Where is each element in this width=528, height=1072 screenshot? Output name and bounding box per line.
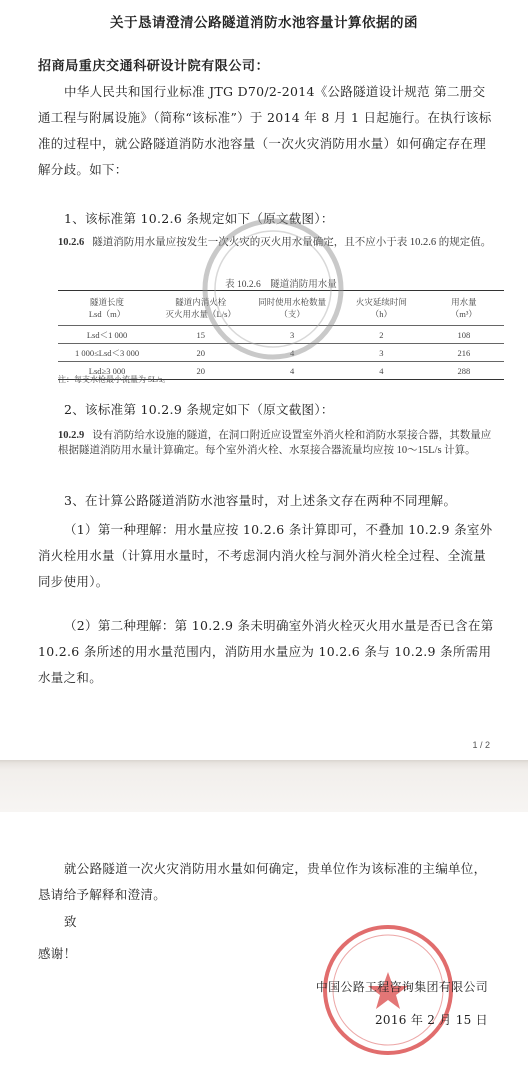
understanding-2: （2）第二种理解：第 10.2.9 条未明确室外消火栓灭火用水量是否已含在第 10.2.6 条所述的用水量范围内，消防用水量应为 10.2.6 条与 10.2.9 条所需用水量之和。 — [38, 618, 494, 685]
closing-thanks: 感谢！ — [38, 946, 77, 961]
intro-paragraph: 中华人民共和国行业标准 JTG D70/2-2014《公路隧道设计规范 第二册交通工程与附属设施》（简称“该标准”）于 2014 年 8 月 1 日起施行。在执行该标准的过程中，就公路隧道消防水池容量（一次火灾消防用水量）如何确定存在理解分歧。如下： — [38, 84, 492, 177]
excerpt-10-2-6-text: 10.2.6 隧道消防用水量应按发生一次火灾的灭火用水量确定，且不应小于表 10.2.6 的规定值。 — [58, 237, 492, 248]
table-row: Lsd≥3 000 20 4 4 288 — [58, 362, 504, 380]
watermark-stamp-icon — [198, 214, 348, 364]
understanding-1: （1）第一种理解：用水量应按 10.2.6 条计算即可，不叠加 10.2.9 条室外消火栓用水量（计算用水量时，不考虑洞内消火栓与洞外消火栓全过程、全流量同步使用）。 — [38, 522, 493, 589]
sender-organization: 中国公路工程咨询集团有限公司 — [315, 980, 488, 994]
closing-zhi: 致 — [64, 914, 77, 929]
table-note: 注：每支水枪最小流量为 5L/s。 — [58, 375, 171, 384]
excerpt-10-2-6-code: 10.2.6 — [58, 237, 85, 248]
item-2-heading: 2、该标准第 10.2.9 条规定如下（原文截图）： — [64, 402, 334, 417]
table-header: 用水量 （m³） — [424, 291, 504, 326]
table-row: 1 000≤Lsd＜3 000 20 4 3 216 — [58, 344, 504, 362]
page-number: 1 / 2 — [472, 740, 490, 750]
excerpt-10-2-9-code: 10.2.9 — [58, 430, 85, 441]
table-caption: 表 10.2.6 隧道消防用水量 — [225, 280, 337, 290]
standard-excerpt-10-2-9 — [58, 428, 498, 458]
table-header: 同时使用水枪数量 （支） — [245, 291, 339, 326]
table-row: Lsd＜1 000 15 3 2 108 — [58, 326, 504, 344]
letter-date: 2016 年 2 月 15 日 — [374, 1013, 488, 1027]
table-header: 火灾延续时间 （h） — [339, 291, 424, 326]
addressee: 招商局重庆交通科研设计院有限公司： — [38, 59, 270, 74]
table-header: 隧道内消火栓 灭火用水量（L/s） — [156, 291, 245, 326]
request-paragraph: 就公路隧道一次火灾消防用水量如何确定，贵单位作为该标准的主编单位，恳请给予解释和澄清。 — [38, 861, 487, 902]
page-separator — [0, 760, 528, 812]
table-header: 隧道长度 Lsd（m） — [58, 291, 156, 326]
document-page-2 — [0, 812, 528, 1072]
excerpt-10-2-9-text: 10.2.9 设有消防给水设施的隧道，在洞口附近应设置室外消火栓和消防水泵接合器，其数量应根据隧道消防用水量计算确定。每个室外消火栓、水泵接合器流量均应按 10～15L/s 计算。 — [58, 430, 492, 456]
item-3-heading: 3、在计算公路隧道消防水池容量时，对上述条文存在两种不同理解。 — [64, 493, 457, 508]
item-1-heading: 1、该标准第 10.2.6 条规定如下（原文截图）： — [64, 211, 334, 226]
letter-title: 关于恳请澄清公路隧道消防水池容量计算依据的函 — [110, 15, 418, 31]
